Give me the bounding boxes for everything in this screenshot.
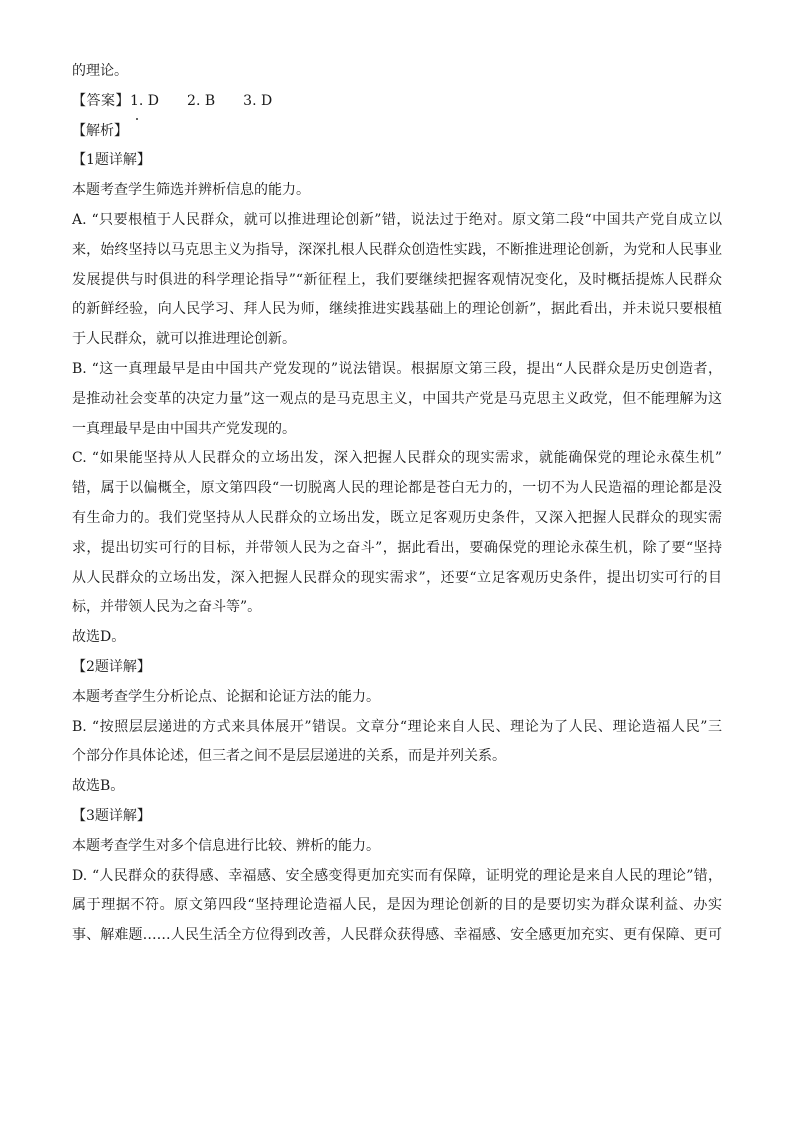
text-line: 本题考查学生筛选并辨析信息的能力。: [72, 182, 310, 199]
text-line: C. “如果能坚持从人民群众的立场出发，深入把握人民群众的现实需求，就能确保党的理论永葆生机”: [72, 450, 722, 467]
text-line: 来，始终坚持以马克思主义为指导，深深扎根人民群众创造性实践，不断推进理论创新，为党和人民事业: [72, 241, 722, 258]
text-line: A. “只要根植于人民群众，就可以推进理论创新”错，说法过于绝对。原文第二段“中国共产党自成立以: [72, 211, 722, 228]
text-line: 是推动社会变革的决定力量”这一观点的是马克思主义，中国共产党是马克思主义政党，但不能理解为这: [72, 390, 722, 407]
text-line: 本题考查学生分析论点、论据和论证方法的能力。: [72, 688, 380, 705]
text-line: 故选D。: [72, 629, 126, 646]
text-line: 属于理据不符。原文第四段“坚持理论造福人民，是因为理论创新的目的是要切实为群众谋利益、办实: [72, 897, 722, 914]
text-line: 一真理最早是由中国共产党发现的。: [72, 420, 296, 437]
section-heading: 【2题详解】: [72, 658, 151, 675]
text-line: 的理论。: [72, 63, 128, 79]
answer-line: [72, 92, 722, 110]
answer-item: 2. B: [187, 92, 216, 109]
text-line: 从人民群众的立场出发，深入把握人民群众的现实需求”，还要“立足客观历史条件，提出切实可行的目: [72, 569, 722, 586]
answer-item: 3. D: [243, 92, 273, 109]
stray-dot-mark: [136, 118, 138, 120]
text-line: 的新鲜经验，向人民学习、拜人民为师，继续推进实践基础上的理论创新”，据此看出，并未说只要根植: [72, 301, 722, 318]
text-line: 事、解难题……人民生活全方位得到改善，人民群众获得感、幸福感、安全感更加充实、更有保障、更可: [72, 927, 722, 944]
text-line: D. “人民群众的获得感、幸福感、安全感变得更加充实而有保障，证明党的理论是来自人民的理论”错，: [72, 867, 722, 884]
text-line: 发展提供与时俱进的科学理论指导”“新征程上，我们要继续把握客观情况变化，及时概括提炼人民群众: [72, 271, 722, 288]
text-line: B. “按照层层递进的方式来具体展开”错误。文章分“理论来自人民、理论为了人民、理论造福人民”三: [72, 718, 722, 735]
answer-item: 1. D: [130, 92, 160, 109]
document-page: [72, 62, 722, 956]
section-heading: 【3题详解】: [72, 807, 151, 824]
text-line: 错，属于以偏概全，原文第四段“一切脱离人民的理论都是苍白无力的，一切不为人民造福的理论都是没: [72, 480, 722, 497]
section-heading: 【解析】: [72, 122, 128, 139]
text-line: 有生命力的。我们党坚持从人民群众的立场出发，既立足客观历史条件，又深入把握人民群众的现实需: [72, 509, 722, 526]
text-line: B. “这一真理最早是由中国共产党发现的”说法错误。根据原文第三段，提出“人民群众是历史创造者，: [72, 360, 722, 377]
answer-label: 【答案】: [72, 92, 130, 109]
text-line: 求，提出切实可行的目标，并带领人民为之奋斗”，据此看出，要确保党的理论永葆生机，除了要“坚持: [72, 539, 722, 556]
text-line: 故选B。: [72, 778, 125, 795]
text-line: 标，并带领人民为之奋斗等”。: [72, 599, 262, 616]
text-line: 于人民群众，就可以推进理论创新。: [72, 331, 296, 348]
text-line: 本题考查学生对多个信息进行比较、辨析的能力。: [72, 837, 380, 854]
text-line: 个部分作具体论述，但三者之间不是层层递进的关系，而是并列关系。: [72, 748, 506, 765]
section-heading: 【1题详解】: [72, 152, 151, 169]
